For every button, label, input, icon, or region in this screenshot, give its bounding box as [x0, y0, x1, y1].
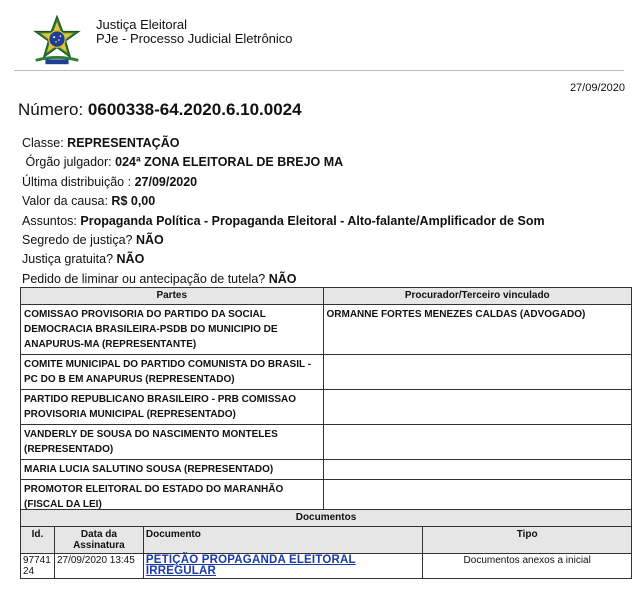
doc-type: Documentos anexos a inicial: [423, 554, 632, 579]
id-header: Id.: [21, 527, 55, 554]
data-header: Data da Assinatura: [54, 527, 143, 554]
table-row: [21, 425, 632, 460]
field-label: Justiça gratuita?: [22, 252, 114, 267]
field-value: Propaganda Política - Propaganda Eleitoral - Alto-falante/Amplificador de Som: [80, 213, 545, 228]
field-value: NÃO: [268, 271, 297, 286]
documentos-title-row: [21, 510, 632, 527]
procurador-header: Procurador/Terceiro vinculado: [323, 288, 632, 305]
field-value: 27/09/2020: [134, 174, 198, 189]
field-value: REPRESENTAÇÃO: [67, 136, 180, 150]
doc-link-cell: [143, 554, 423, 579]
field-value: 024ª ZONA ELEITORAL DE BREJO MA: [115, 155, 344, 170]
parte-cell: COMISSAO PROVISORIA DO PARTIDO DA SOCIAL DEMOCRACIA BRASILEIRA-PSDB DO MUNICIPIO DE ANAPURUS-MA (REPRESENTANTE): [21, 305, 324, 355]
brazil-coat-of-arms-icon: [28, 12, 86, 70]
header-line-2: PJe - Processo Judicial Eletrônico: [96, 31, 293, 46]
process-fields: [22, 134, 545, 289]
parte-cell: MARIA LUCIA SALUTINO SOUSA (REPRESENTADO): [21, 460, 324, 480]
process-number: [18, 100, 302, 120]
field-orgao: [22, 153, 545, 172]
field-label: Classe:: [22, 136, 64, 150]
partes-table: [20, 287, 632, 515]
page-header: [14, 8, 624, 71]
field-value: R$ 0,00: [111, 194, 156, 209]
table-row: [21, 305, 632, 355]
table-row: [21, 554, 632, 579]
field-segredo: [22, 231, 545, 250]
parte-cell: COMITE MUNICIPAL DO PARTIDO COMUNISTA DO BRASIL - PC DO B EM ANAPURUS (REPRESENTADO): [21, 355, 324, 390]
documento-header: Documento: [143, 527, 423, 554]
field-label: Valor da causa:: [22, 194, 108, 209]
document-link[interactable]: PETIÇÃO PROPAGANDA ELEITORAL IRREGULAR: [145, 554, 356, 577]
doc-date: 27/09/2020 13:45: [54, 554, 143, 579]
field-value: NÃO: [135, 233, 164, 248]
field-distribuicao: [22, 173, 545, 192]
partes-header: Partes: [21, 288, 324, 305]
partes-header-row: [21, 288, 632, 305]
table-row: [21, 390, 632, 425]
field-label: Assuntos:: [22, 213, 77, 228]
documentos-title: Documentos: [21, 510, 632, 527]
process-number-label: Número:: [18, 100, 84, 119]
field-gratuita: [22, 250, 545, 269]
procurador-cell: [323, 460, 632, 480]
field-assuntos: [22, 212, 545, 231]
field-label: Última distribuição :: [22, 174, 132, 189]
header-line-1: Justiça Eleitoral: [96, 17, 188, 32]
field-label: Órgão julgador:: [25, 155, 112, 170]
procurador-cell: [323, 425, 632, 460]
parte-cell: PARTIDO REPUBLICANO BRASILEIRO - PRB COMISSAO PROVISORIA MUNICIPAL (REPRESENTADO): [21, 390, 324, 425]
field-classe: [22, 134, 545, 153]
parte-cell: PROMOTOR ELEITORAL DO ESTADO DO MARANHÃO (FISCAL DA LEI): [21, 480, 324, 515]
document-date: 27/09/2020: [569, 82, 625, 94]
process-number-value: 0600338-64.2020.6.10.0024: [87, 100, 302, 119]
table-row: [21, 460, 632, 480]
table-row: [21, 355, 632, 390]
field-label: Segredo de justiça?: [22, 233, 133, 248]
documentos-table: [20, 509, 632, 579]
parte-cell: VANDERLY DE SOUSA DO NASCIMENTO MONTELES (REPRESENTADO): [21, 425, 324, 460]
field-value: NÃO: [116, 252, 145, 267]
procurador-cell: [323, 355, 632, 390]
tipo-header: Tipo: [423, 527, 632, 554]
documentos-header-row: [21, 527, 632, 554]
header-text: [96, 18, 293, 46]
procurador-cell: ORMANNE FORTES MENEZES CALDAS (ADVOGADO): [323, 305, 632, 355]
field-valor: [22, 192, 545, 211]
doc-id: 9774124: [21, 554, 55, 579]
field-label: Pedido de liminar ou antecipação de tutela?: [22, 271, 266, 286]
procurador-cell: [323, 390, 632, 425]
